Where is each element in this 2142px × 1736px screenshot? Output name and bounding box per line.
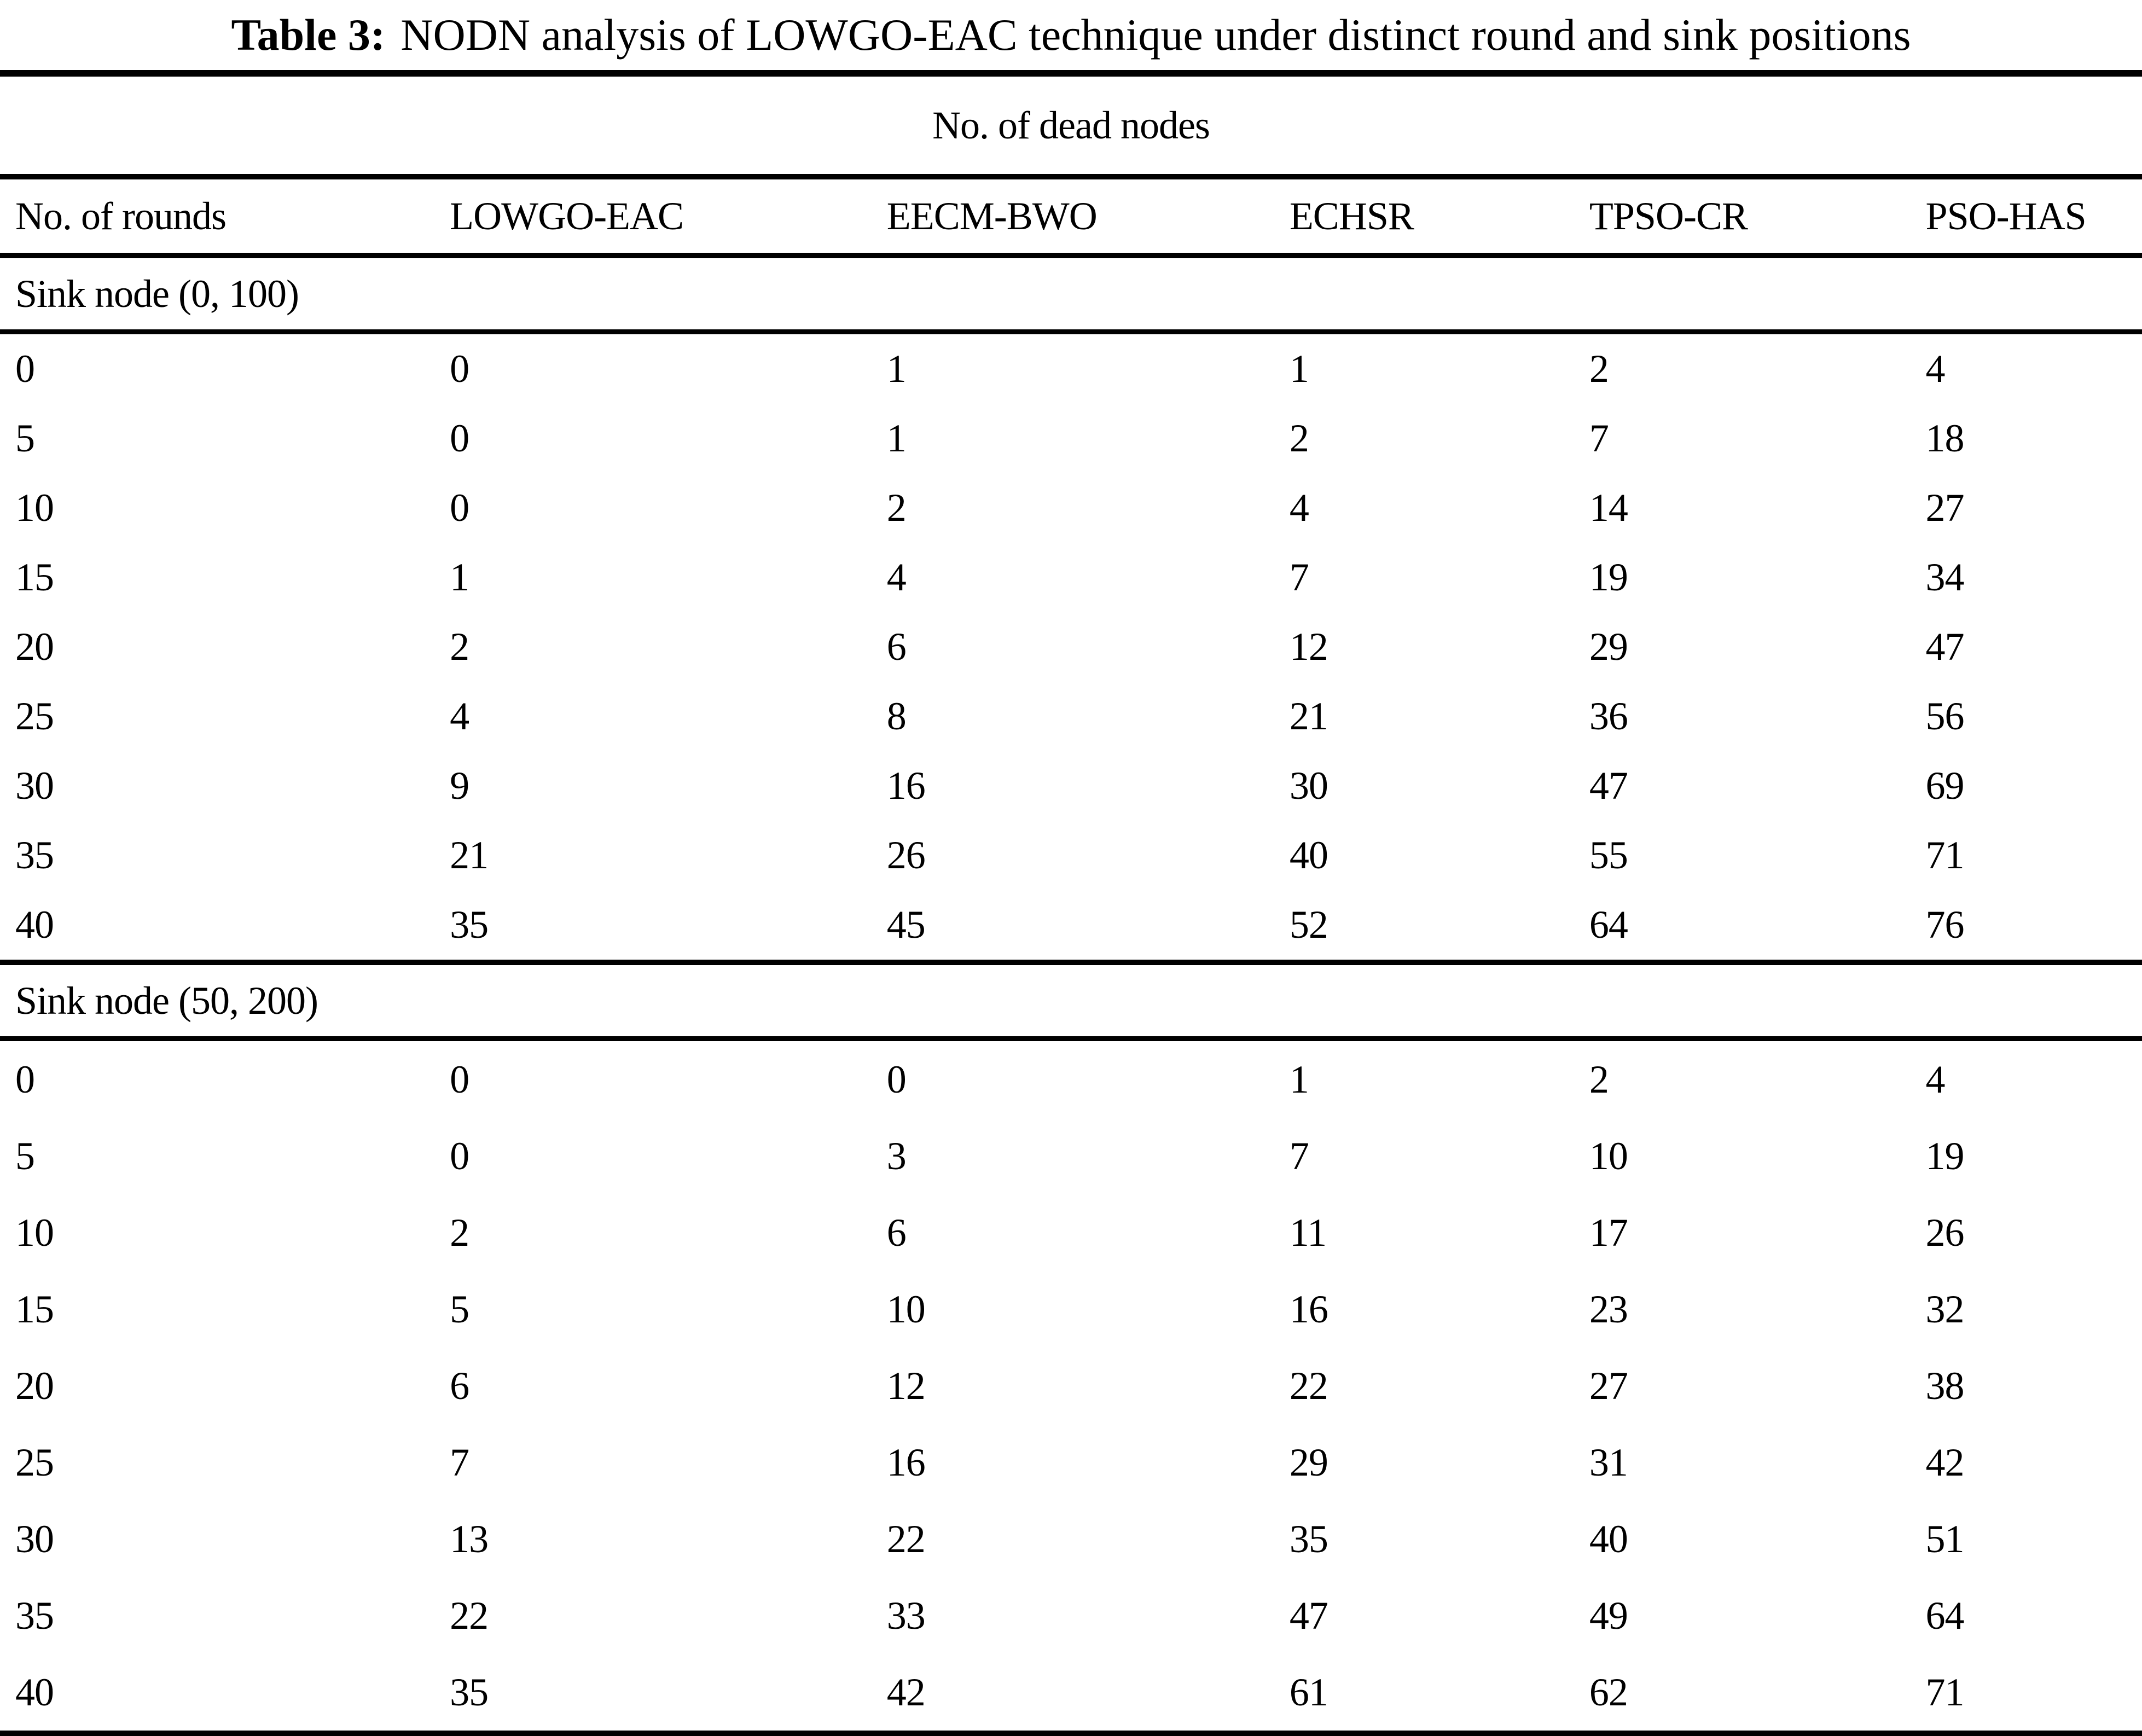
dead-nodes-value-cell: 0 — [450, 347, 469, 391]
table-row — [0, 1039, 2142, 1118]
dead-nodes-value-cell: 18 — [1925, 416, 1964, 460]
dead-nodes-value-cell: 62 — [1589, 1670, 1628, 1714]
dead-nodes-value-cell: 26 — [1925, 1210, 1964, 1255]
dead-nodes-value-cell: 7 — [1289, 555, 1309, 599]
table-row — [0, 543, 2142, 612]
table-row — [0, 1501, 2142, 1577]
dead-nodes-header: No. of dead nodes — [932, 103, 1210, 147]
round-cell: 10 — [15, 1210, 54, 1255]
round-cell: 40 — [15, 903, 54, 947]
dead-nodes-value-cell: 6 — [450, 1363, 469, 1408]
table-row — [0, 821, 2142, 890]
dead-nodes-value-cell: 9 — [450, 764, 469, 808]
round-cell: 5 — [15, 1134, 34, 1178]
dead-nodes-value-cell: 40 — [1589, 1517, 1628, 1561]
dead-nodes-value-cell: 21 — [450, 833, 489, 877]
dead-nodes-value-cell: 4 — [450, 694, 469, 738]
dead-nodes-value-cell: 1 — [1289, 1057, 1309, 1101]
dead-nodes-value-cell: 34 — [1925, 555, 1964, 599]
round-cell: 10 — [15, 486, 54, 530]
dead-nodes-value-cell: 55 — [1589, 833, 1628, 877]
dead-nodes-value-cell: 16 — [886, 764, 925, 808]
dead-nodes-value-cell: 7 — [1589, 416, 1609, 460]
dead-nodes-value-cell: 71 — [1925, 1670, 1964, 1714]
dead-nodes-value-cell: 19 — [1589, 555, 1628, 599]
table-row — [0, 1577, 2142, 1654]
dead-nodes-value-cell: 40 — [1289, 833, 1328, 877]
round-cell: 30 — [15, 1517, 54, 1561]
round-cell: 20 — [15, 1363, 54, 1408]
dead-nodes-value-cell: 2 — [450, 1210, 469, 1255]
dead-nodes-value-cell: 22 — [886, 1517, 925, 1561]
dead-nodes-value-cell: 7 — [450, 1440, 469, 1484]
section-header-row — [0, 256, 2142, 332]
round-cell: 30 — [15, 764, 54, 808]
section-label-sink-0-100: Sink node (0, 100) — [15, 271, 299, 316]
col-header-eecm-bwo: EECM-BWO — [886, 194, 1097, 238]
dead-nodes-value-cell: 76 — [1925, 903, 1964, 947]
round-cell: 40 — [15, 1670, 54, 1714]
dead-nodes-value-cell: 21 — [1289, 694, 1328, 738]
dead-nodes-value-cell: 10 — [1589, 1134, 1628, 1178]
dead-nodes-value-cell: 47 — [1289, 1593, 1328, 1638]
dead-nodes-value-cell: 51 — [1925, 1517, 1964, 1561]
dead-nodes-value-cell: 4 — [1925, 347, 1945, 391]
round-cell: 15 — [15, 555, 54, 599]
column-header-row — [0, 177, 2142, 256]
table-row — [0, 1271, 2142, 1348]
dead-nodes-value-cell: 31 — [1589, 1440, 1628, 1484]
dead-nodes-value-cell: 27 — [1589, 1363, 1628, 1408]
dead-nodes-value-cell: 42 — [1925, 1440, 1964, 1484]
table-row — [0, 332, 2142, 404]
table-caption-text: NODN analysis of LOWGO-EAC technique under distinct round and sink positions — [400, 10, 1911, 60]
dead-nodes-value-cell: 3 — [886, 1134, 906, 1178]
dead-nodes-value-cell: 2 — [886, 486, 906, 530]
dead-nodes-value-cell: 2 — [1589, 1057, 1609, 1101]
table-row — [0, 473, 2142, 543]
dead-nodes-value-cell: 45 — [886, 903, 925, 947]
dead-nodes-value-cell: 35 — [450, 1670, 489, 1714]
table-row — [0, 1348, 2142, 1424]
dead-nodes-value-cell: 4 — [1925, 1057, 1945, 1101]
dead-nodes-value-cell: 16 — [886, 1440, 925, 1484]
dead-nodes-value-cell: 0 — [886, 1057, 906, 1101]
dead-nodes-value-cell: 35 — [450, 903, 489, 947]
dead-nodes-value-cell: 22 — [450, 1593, 489, 1638]
table-row — [0, 1118, 2142, 1194]
table-row — [0, 682, 2142, 751]
col-header-tpso-cr: TPSO-CR — [1589, 194, 1748, 238]
dead-nodes-value-cell: 1 — [886, 347, 906, 391]
round-cell: 35 — [15, 833, 54, 877]
table-row — [0, 1194, 2142, 1271]
dead-nodes-value-cell: 36 — [1589, 694, 1628, 738]
dead-nodes-value-cell: 23 — [1589, 1287, 1628, 1331]
dead-nodes-value-cell: 64 — [1925, 1593, 1964, 1638]
dead-nodes-value-cell: 47 — [1589, 764, 1628, 808]
round-cell: 5 — [15, 416, 34, 460]
dead-nodes-value-cell: 52 — [1289, 903, 1328, 947]
dead-nodes-value-cell: 16 — [1289, 1287, 1328, 1331]
dead-nodes-value-cell: 47 — [1925, 625, 1964, 669]
section-label-sink-50-200: Sink node (50, 200) — [15, 978, 318, 1023]
section-header-row — [0, 962, 2142, 1039]
table-row — [0, 890, 2142, 962]
dead-nodes-value-cell: 64 — [1589, 903, 1628, 947]
dead-nodes-value-cell: 30 — [1289, 764, 1328, 808]
dead-nodes-value-cell: 8 — [886, 694, 906, 738]
dead-nodes-value-cell: 17 — [1589, 1210, 1628, 1255]
dead-nodes-value-cell: 0 — [450, 486, 469, 530]
col-header-lowgo-eac: LOWGO-EAC — [450, 194, 684, 238]
col-header-pso-has: PSO-HAS — [1925, 194, 2086, 238]
table-caption-number: Table 3: — [231, 10, 386, 60]
dead-nodes-value-cell: 7 — [1289, 1134, 1309, 1178]
dead-nodes-value-cell: 27 — [1925, 486, 1964, 530]
dead-nodes-value-cell: 6 — [886, 625, 906, 669]
dead-nodes-value-cell: 42 — [886, 1670, 925, 1714]
round-cell: 25 — [15, 1440, 54, 1484]
dead-nodes-value-cell: 14 — [1589, 486, 1628, 530]
dead-nodes-value-cell: 61 — [1289, 1670, 1328, 1714]
dead-nodes-value-cell: 12 — [1289, 625, 1328, 669]
dead-nodes-value-cell: 1 — [886, 416, 906, 460]
round-cell: 35 — [15, 1593, 54, 1638]
dead-nodes-value-cell: 32 — [1925, 1287, 1964, 1331]
round-cell: 25 — [15, 694, 54, 738]
dead-nodes-value-cell: 2 — [1289, 416, 1309, 460]
dead-nodes-value-cell: 4 — [886, 555, 906, 599]
col-header-rounds: No. of rounds — [15, 194, 226, 238]
table-row — [0, 404, 2142, 473]
dead-nodes-value-cell: 2 — [450, 625, 469, 669]
dead-nodes-value-cell: 33 — [886, 1593, 925, 1638]
dead-nodes-value-cell: 0 — [450, 416, 469, 460]
dead-nodes-value-cell: 26 — [886, 833, 925, 877]
dead-nodes-value-cell: 49 — [1589, 1593, 1628, 1638]
table-row — [0, 612, 2142, 682]
dead-nodes-value-cell: 29 — [1289, 1440, 1328, 1484]
data-table — [0, 70, 2142, 1736]
dead-nodes-value-cell: 12 — [886, 1363, 925, 1408]
round-cell: 20 — [15, 625, 54, 669]
dead-nodes-value-cell: 29 — [1589, 625, 1628, 669]
table-row — [0, 1654, 2142, 1735]
dead-nodes-value-cell: 10 — [886, 1287, 925, 1331]
dead-nodes-value-cell: 71 — [1925, 833, 1964, 877]
dead-nodes-value-cell: 11 — [1289, 1210, 1327, 1255]
dead-nodes-value-cell: 56 — [1925, 694, 1964, 738]
round-cell: 0 — [15, 347, 34, 391]
dead-nodes-value-cell: 38 — [1925, 1363, 1964, 1408]
round-cell: 0 — [15, 1057, 34, 1101]
dead-nodes-value-cell: 19 — [1925, 1134, 1964, 1178]
dead-nodes-value-cell: 22 — [1289, 1363, 1328, 1408]
table-row — [0, 1424, 2142, 1501]
spanning-header-row — [0, 73, 2142, 177]
table-row — [0, 751, 2142, 821]
dead-nodes-value-cell: 1 — [1289, 347, 1309, 391]
dead-nodes-value-cell: 4 — [1289, 486, 1309, 530]
table-caption — [0, 0, 2142, 70]
dead-nodes-value-cell: 13 — [450, 1517, 489, 1561]
dead-nodes-value-cell: 0 — [450, 1057, 469, 1101]
dead-nodes-value-cell: 0 — [450, 1134, 469, 1178]
dead-nodes-value-cell: 6 — [886, 1210, 906, 1255]
dead-nodes-value-cell: 5 — [450, 1287, 469, 1331]
dead-nodes-value-cell: 1 — [450, 555, 469, 599]
col-header-echsr: ECHSR — [1289, 194, 1414, 238]
dead-nodes-value-cell: 35 — [1289, 1517, 1328, 1561]
dead-nodes-value-cell: 69 — [1925, 764, 1964, 808]
dead-nodes-value-cell: 2 — [1589, 347, 1609, 391]
round-cell: 15 — [15, 1287, 54, 1331]
